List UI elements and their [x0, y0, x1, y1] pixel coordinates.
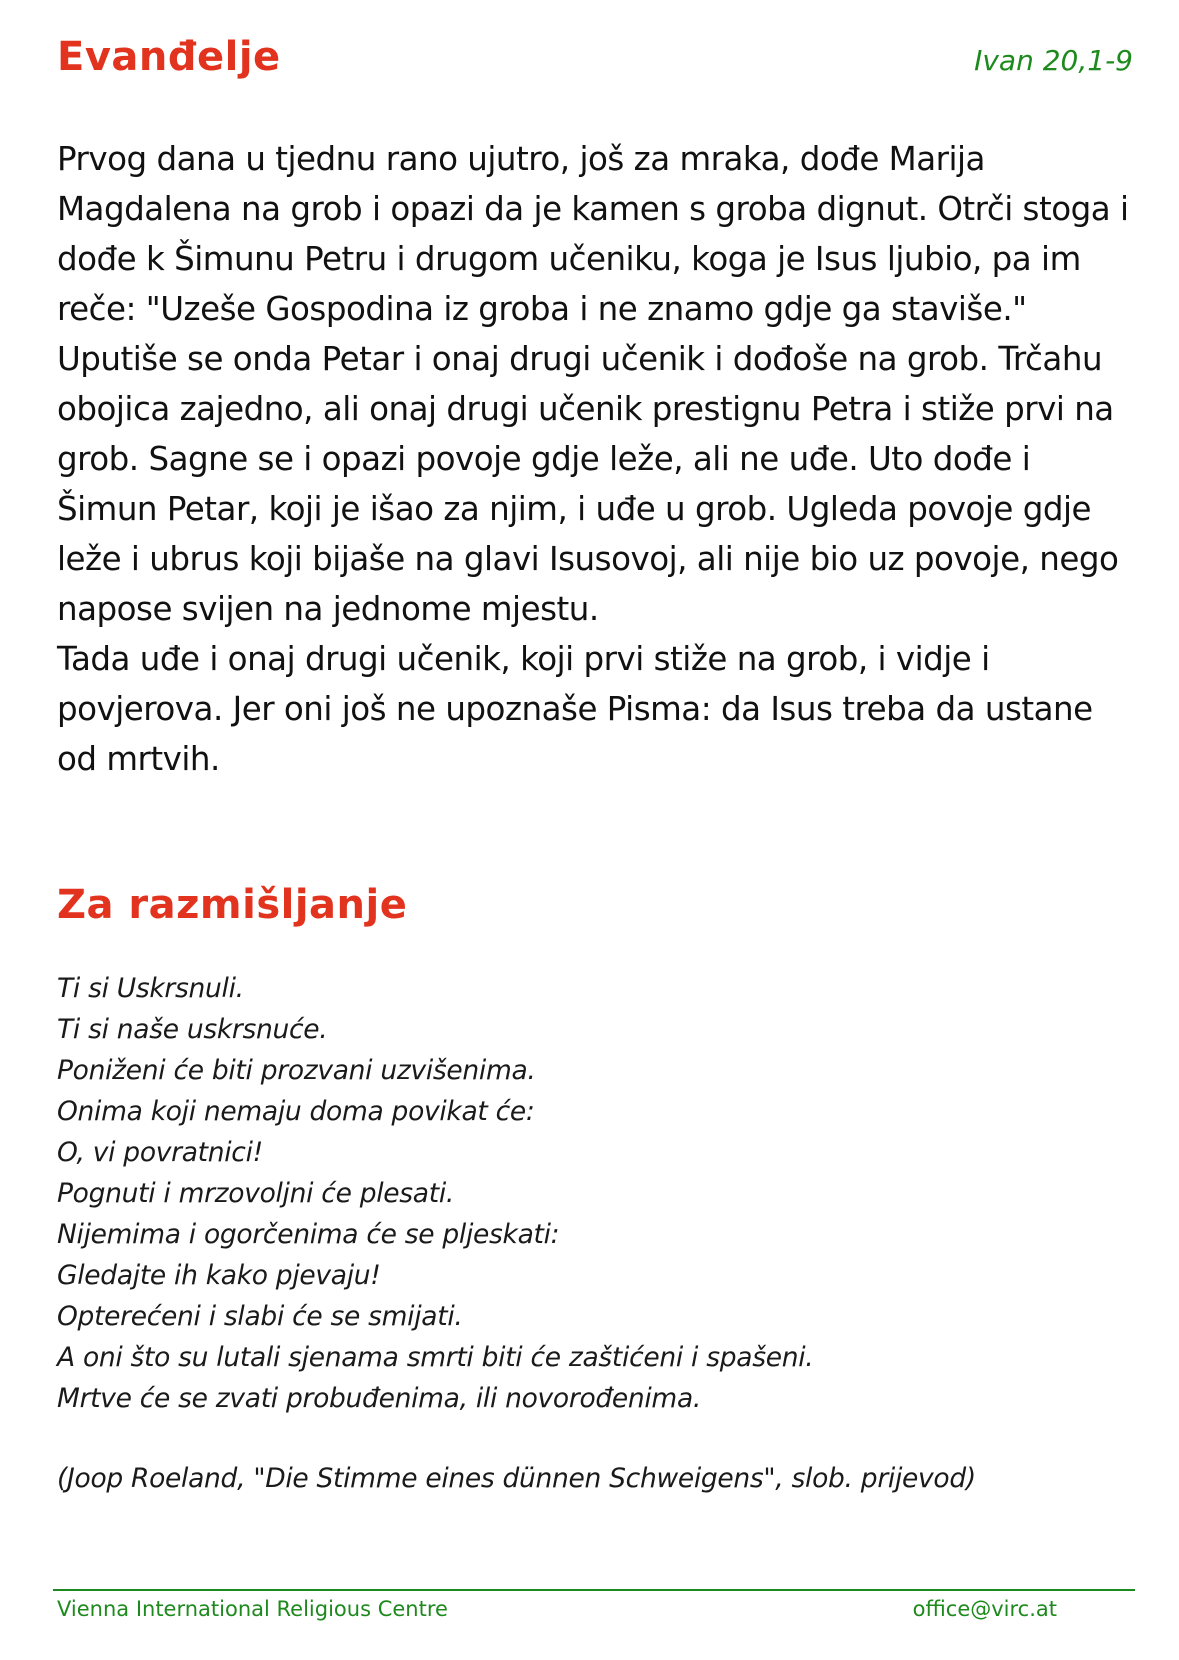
poem-line: Mrtve će se zvati probuđenima, ili novorođenima. [57, 1383, 702, 1414]
footer-divider [53, 1589, 1135, 1591]
poem-line: Nijemima i ogorčenima će se pljeskati: [57, 1219, 560, 1250]
poem-line: Poniženi će biti prozvani uzvišenima. [57, 1055, 536, 1086]
poem-line: Pognuti i mrzovoljni će plesati. [57, 1178, 455, 1209]
header [57, 34, 1133, 80]
poem-line: Opterećeni i slabi će se smijati. [57, 1301, 463, 1332]
gospel-heading: Evanđelje [57, 34, 281, 80]
poem-line: Gledajte ih kako pjevaju! [57, 1260, 381, 1291]
poem-line: Ti si naše uskrsnuće. [57, 1014, 328, 1045]
poem-line: Ti si Uskrsnuli. [57, 973, 244, 1004]
poem-citation: (Joop Roeland, "Die Stimme eines dünnen Schweigens", slob. prijevod) [57, 1463, 976, 1494]
poem-line: A oni što su lutali sjenama smrti biti će zaštićeni i spašeni. [57, 1342, 814, 1373]
scripture-reference: Ivan 20,1-9 [974, 44, 1133, 77]
poem-line: O, vi povratnici! [57, 1137, 263, 1168]
footer [57, 1597, 1057, 1621]
reflection-heading: Za razmišljanje [57, 882, 408, 928]
poem-line: Onima koji nemaju doma povikat će: [57, 1096, 535, 1127]
gospel-paragraph: Tada uđe i onaj drugi učenik, koji prvi stiže na grob, i vidje i povjerova. Jer oni još ne upoznaše Pisma: da Isus treba da ustane od mrtvih. [57, 640, 1093, 778]
footer-organization: Vienna International Religious Centre [57, 1597, 448, 1621]
reflection-poem [57, 968, 1133, 1419]
document-page [57, 0, 1133, 1660]
gospel-paragraph: Prvog dana u tjednu rano ujutro, još za mraka, dođe Marija Magdalena na grob i opazi da je kamen s groba dignut. Otrči stoga i dođe k Šimunu Petru i drugom učeniku, koga je Isus ljubio, pa im reče: "Uzeše Gospodina iz groba i ne znamo gdje ga staviše." Uputiše se onda Petar i onaj drugi učenik i dođoše na grob. Trčahu obojica zajedno, ali onaj drugi učenik prestignu Petra i stiže prvi na grob. Sagne se i opazi povoje gdje leže, ali ne uđe. Uto dođe i Šimun Petar, koji je išao za njim, i uđe u grob. Ugleda povoje gdje leže i ubrus koji bijaše na glavi Isusovoj, ali nije bio uz povoje, nego napose svijen na jednome mjestu. [57, 140, 1129, 628]
gospel-text [57, 134, 1137, 784]
footer-email: office@virc.at [912, 1597, 1057, 1621]
